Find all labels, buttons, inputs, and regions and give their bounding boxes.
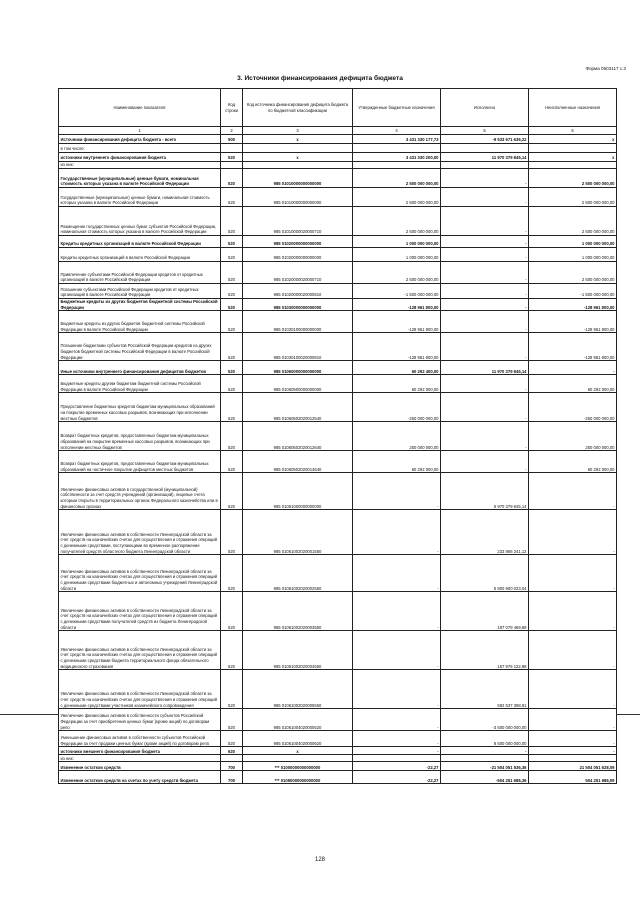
row-classification: *** 01050000000000000 (243, 771, 353, 784)
row-classification: 985 01061004020000620 (243, 731, 353, 747)
row-classification: x (243, 153, 353, 162)
row-approved: -128 961 800,00 (353, 311, 441, 333)
row-approved: - (353, 510, 441, 555)
row-executed (441, 755, 529, 762)
row-unexecuted: 60 292 000,00 (529, 375, 617, 393)
row-code: 520 (221, 375, 243, 393)
table-row (59, 236, 617, 248)
row-unexecuted: - (529, 555, 617, 592)
table-row (59, 670, 617, 709)
row-name: источники внутреннего финансирования бюджета (59, 153, 221, 162)
row-code: 520 (221, 709, 243, 731)
table-row (59, 262, 617, 284)
row-classification: 985 01061002020001550 (243, 510, 353, 555)
row-classification: 985 01030100000000000 (243, 311, 353, 333)
row-code: 700 (221, 771, 243, 784)
row-classification: 985 01061002020004550 (243, 631, 353, 670)
row-executed: 233 866 241,12 (441, 510, 529, 555)
row-approved: -22,27 (353, 762, 441, 771)
row-approved: - (353, 747, 441, 755)
row-approved: 1 000 000 000,00 (353, 248, 441, 262)
row-approved (353, 144, 441, 153)
row-approved: 2 500 000 000,00 (353, 207, 441, 236)
row-name: из них: (59, 755, 221, 762)
table-row (59, 473, 617, 510)
row-unexecuted (529, 755, 617, 762)
row-executed: - (441, 248, 529, 262)
row-classification: 985 01020000000000000 (243, 248, 353, 262)
row-classification: x (243, 135, 353, 144)
table-row (59, 422, 617, 451)
row-name: Размещение государственных ценных бумаг субъектов Российской Федерации, номинальная стоимость которых указана в валюте Российской Федерации (59, 207, 221, 236)
row-unexecuted (529, 144, 617, 153)
table-row (59, 311, 617, 333)
page-number: 128 (314, 857, 325, 863)
row-unexecuted: 1 000 000 000,00 (529, 236, 617, 248)
row-executed: 11 970 379 845,14 (441, 153, 529, 162)
table-row (59, 375, 617, 393)
row-executed: -504 251 686,36 (441, 771, 529, 784)
row-code: 520 (221, 473, 243, 510)
col-number: 2 (221, 127, 243, 135)
row-executed (441, 162, 529, 169)
row-unexecuted: - (529, 361, 617, 375)
row-classification: 985 01060502020012640 (243, 422, 353, 451)
row-name: Бюджетные кредиты другим бюджетам бюджетной системы Российской Федерации в валюте Российской Федерации (59, 375, 221, 393)
table-row (59, 510, 617, 555)
row-classification: *** 01000000000000000 (243, 762, 353, 771)
row-executed: - (441, 262, 529, 284)
row-code: 520 (221, 311, 243, 333)
table-row (59, 747, 617, 755)
table-row (59, 188, 617, 207)
row-executed: -21 504 051 536,36 (441, 762, 529, 771)
row-approved: 250 000 000,00 (353, 422, 441, 451)
row-approved: - (353, 473, 441, 510)
row-unexecuted: 2 500 000 000,00 (529, 169, 617, 188)
table-row (59, 709, 617, 731)
header-classification: Код источника финансирования дефицита бюджета по бюджетной классификации (243, 89, 353, 127)
row-code: 620 (221, 747, 243, 755)
row-approved: 1 000 000 000,00 (353, 236, 441, 248)
row-approved: 2 500 000 000,00 (353, 169, 441, 188)
row-name: Увеличение финансовых активов в собственности Ленинградской области за счет средств на казначейских счетах для осуществления и отражения операций с денежными средствами бюджетных и автономных учреждений Ленинградской области (59, 555, 221, 592)
row-executed: - (441, 375, 529, 393)
row-unexecuted: 2 500 000 000,00 (529, 262, 617, 284)
row-name: Привлечение субъектами Российской Федерации кредитов от кредитных организаций в валюте Российской Федерации (59, 262, 221, 284)
table-row (59, 153, 617, 162)
row-approved: 60 292 000,00 (353, 375, 441, 393)
row-classification: 985 01010000000000000 (243, 188, 353, 207)
row-code: 520 (221, 169, 243, 188)
row-classification: 985 01010000020000710 (243, 207, 353, 236)
row-name: Уменьшение финансовых активов в собственности субъектов Российской Федерации за счет продажи ценных бумаг (кроме акций) по договорам репо (59, 731, 221, 747)
row-code: 520 (221, 262, 243, 284)
row-unexecuted: - (529, 731, 617, 747)
row-approved: 2 500 000 000,00 (353, 262, 441, 284)
table-row (59, 207, 617, 236)
header-code: Код строки (221, 89, 243, 127)
row-executed: 11 970 379 845,14 (441, 361, 529, 375)
row-executed: -9 533 671 636,22 (441, 135, 529, 144)
col-number: 5 (441, 127, 529, 135)
table-row (59, 299, 617, 311)
table-row (59, 333, 617, 361)
row-unexecuted: - (529, 709, 617, 731)
row-executed: - (441, 747, 529, 755)
col-number: 4 (353, 127, 441, 135)
row-name: в том числе: (59, 144, 221, 153)
row-classification: 985 01060502020014640 (243, 451, 353, 473)
row-unexecuted: - (529, 747, 617, 755)
row-executed: - (441, 311, 529, 333)
row-approved: 2 500 000 000,00 (353, 188, 441, 207)
row-code: 500 (221, 135, 243, 144)
financing-sources-table (58, 88, 617, 784)
row-unexecuted: - (529, 670, 617, 709)
row-code: 520 (221, 153, 243, 162)
row-name: Изменение остатков средств (59, 762, 221, 771)
row-approved: - (353, 555, 441, 592)
row-code (221, 162, 243, 169)
row-executed: -3 500 000 000,00 (441, 709, 529, 731)
col-number: 3 (243, 127, 353, 135)
row-classification: 985 01030000000000000 (243, 299, 353, 311)
header-unexecuted: Неисполненные назначения (529, 89, 617, 127)
header-name: Наименование показателя (59, 89, 221, 127)
row-code (221, 144, 243, 153)
table-row (59, 248, 617, 262)
row-code: 520 (221, 248, 243, 262)
col-number: 1 (59, 127, 221, 135)
row-executed: 157 976 122,98 (441, 631, 529, 670)
row-name: Возврат бюджетных кредитов, предоставленных бюджетам муниципальных образований на покрытие временных кассовых разрывов, возникающих при исполнении местных бюджетов (59, 422, 221, 451)
row-name: Изменение остатков средств на счетах по учету средств бюджета (59, 771, 221, 784)
row-name: Бюджетные кредиты из других бюджетов бюджетной системы Российской Федерации в валюте Российской Федерации (59, 311, 221, 333)
row-executed: - (441, 333, 529, 361)
row-executed: 187 079 469,89 (441, 592, 529, 631)
row-name: Источники финансирования дефицита бюджета - всего (59, 135, 221, 144)
row-classification (243, 162, 353, 169)
header-executed: Исполнено (441, 89, 529, 127)
table-row (59, 144, 617, 153)
row-approved: 3 431 330 177,73 (353, 135, 441, 144)
row-code: 520 (221, 333, 243, 361)
row-approved: -1 500 000 000,00 (353, 284, 441, 299)
row-unexecuted: 21 504 051 628,09 (529, 762, 617, 771)
row-name: Предоставление бюджетных кредитов бюджетам муниципальных образований на покрытие временных кассовых разрывов, возникающих при исполнении местных бюджетов (59, 393, 221, 422)
row-approved: 60 292 000,00 (353, 451, 441, 473)
row-unexecuted: - (529, 592, 617, 631)
row-code: 520 (221, 236, 243, 248)
header-approved: Утвержденные бюджетные назначения (353, 89, 441, 127)
row-unexecuted: 2 500 000 000,00 (529, 188, 617, 207)
table-row (59, 592, 617, 631)
row-code: 520 (221, 631, 243, 670)
row-unexecuted: -128 961 800,00 (529, 299, 617, 311)
table-row (59, 284, 617, 299)
row-classification (243, 755, 353, 762)
table-row (59, 555, 617, 592)
form-code: Форма 0503117 с.3 (585, 66, 626, 71)
row-unexecuted: 2 500 000 000,00 (529, 207, 617, 236)
row-name: Возврат бюджетных кредитов, предоставленных бюджетам муниципальных образований на частичное покрытие дефицитов местных бюджетов (59, 451, 221, 473)
col-number: 6 (529, 127, 617, 135)
row-unexecuted: -128 961 800,00 (529, 333, 617, 361)
row-classification: 985 01010000000000000 (243, 169, 353, 188)
margin-line-right (616, 714, 640, 715)
row-approved: 60 292 400,00 (353, 361, 441, 375)
row-classification: 985 01020000020000710 (243, 262, 353, 284)
row-executed: - (441, 207, 529, 236)
row-name: Увеличение финансовых активов в государственной (муниципальной) собственности за счет средств учреждений (организаций), лицевые счета которым открыты в территориальных органах Федерального казначейства или в финансовых органах (59, 473, 221, 510)
row-classification: 985 01061002020003550 (243, 592, 353, 631)
row-executed: 6 970 379 845,14 (441, 473, 529, 510)
row-classification: 985 01020000020000810 (243, 284, 353, 299)
table-row (59, 162, 617, 169)
row-executed: - (441, 451, 529, 473)
row-unexecuted: x (529, 135, 617, 144)
row-code: 520 (221, 207, 243, 236)
table-row (59, 169, 617, 188)
row-code: 520 (221, 284, 243, 299)
row-approved: - (353, 592, 441, 631)
row-code: 520 (221, 393, 243, 422)
row-unexecuted: -250 000 000,00 (529, 393, 617, 422)
row-executed: - (441, 188, 529, 207)
row-name: Погашение субъектами Российской Федерации кредитов от кредитных организаций в валюте Российской Федерации (59, 284, 221, 299)
row-classification: 985 01061002020002550 (243, 555, 353, 592)
row-name: Иные источники внутреннего финансирования дефицитов бюджетов (59, 361, 221, 375)
row-classification (243, 144, 353, 153)
row-unexecuted: -1 500 000 000,00 (529, 284, 617, 299)
row-classification: 985 01030100020000810 (243, 333, 353, 361)
table-row (59, 451, 617, 473)
table-row (59, 762, 617, 771)
row-unexecuted: - (529, 473, 617, 510)
row-name: Государственные (муниципальные) ценные бумаги, номинальная стоимость которых указана в валюте Российской Федерации (59, 188, 221, 207)
row-classification: 985 01060000000000000 (243, 361, 353, 375)
column-numbers-row (59, 127, 617, 135)
row-name: Увеличение финансовых активов в собственности Ленинградской области за счет средств на казначейских счетах для осуществления и отражения операций с денежными средствами получателей средств из бюджета Ленинградской области (59, 592, 221, 631)
row-unexecuted: 504 251 686,09 (529, 771, 617, 784)
row-code: 520 (221, 422, 243, 451)
row-unexecuted: - (529, 510, 617, 555)
row-classification: 985 01061002020005550 (243, 670, 353, 709)
row-name: Погашение бюджетами субъектов Российской Федерации кредитов из других бюджетов бюджетной системы Российской Федерации в валюте Российской Федерации (59, 333, 221, 361)
row-executed (441, 144, 529, 153)
row-name: Увеличение финансовых активов в собственности Ленинградской области за счет средств на казначейских счетах для осуществления и отражения операций с денежными средствами бюджета территориального фонда обязательного медицинского страхования (59, 631, 221, 670)
row-approved: -128 961 800,00 (353, 299, 441, 311)
row-code: 520 (221, 361, 243, 375)
row-approved: - (353, 631, 441, 670)
row-classification: 985 01061000000000000 (243, 473, 353, 510)
row-classification: x (243, 747, 353, 755)
row-code: 700 (221, 762, 243, 771)
row-approved: -22,27 (353, 771, 441, 784)
row-classification: 985 01060502020012540 (243, 393, 353, 422)
table-row (59, 731, 617, 747)
row-name: Увеличение финансовых активов в собственности субъектов Российской Федерации за счет приобретения ценных бумаг (кроме акций) по договорам репо (59, 709, 221, 731)
row-code: 520 (221, 451, 243, 473)
row-approved: 3 431 330 200,00 (353, 153, 441, 162)
page-title: 3. Источники финансирования дефицита бюджета (237, 75, 403, 82)
row-code: 520 (221, 188, 243, 207)
row-executed: - (441, 284, 529, 299)
row-code: 520 (221, 592, 243, 631)
row-executed: - (441, 169, 529, 188)
row-approved: - (353, 731, 441, 747)
row-name: Государственные (муниципальные) ценные бумаги, номинальная стоимость которых указана в валюте Российской Федерации (59, 169, 221, 188)
row-executed: 582 537 398,91 (441, 670, 529, 709)
row-code: 520 (221, 299, 243, 311)
table-body (59, 135, 617, 784)
row-unexecuted: x (529, 153, 617, 162)
row-code: 520 (221, 670, 243, 709)
row-unexecuted: 60 292 000,00 (529, 451, 617, 473)
row-unexecuted (529, 162, 617, 169)
row-executed: 5 800 900 023,04 (441, 555, 529, 592)
row-approved (353, 162, 441, 169)
row-unexecuted: - (529, 631, 617, 670)
table-row (59, 631, 617, 670)
row-name: Кредиты кредитных организаций в валюте Российской Федерации (59, 248, 221, 262)
table-row (59, 393, 617, 422)
row-code (221, 755, 243, 762)
row-name: из них: (59, 162, 221, 169)
row-approved (353, 755, 441, 762)
row-classification: 985 01061004020000520 (243, 709, 353, 731)
row-approved: -250 000 000,00 (353, 393, 441, 422)
table-row (59, 361, 617, 375)
row-code: 520 (221, 731, 243, 747)
table-row (59, 771, 617, 784)
table-header-row (59, 89, 617, 127)
row-classification: 985 01060500000000000 (243, 375, 353, 393)
row-executed: 8 500 000 000,00 (441, 731, 529, 747)
row-classification: 985 01020000000000000 (243, 236, 353, 248)
table-row (59, 755, 617, 762)
table-row (59, 135, 617, 144)
margin-line-left (0, 714, 58, 715)
row-name: Бюджетные кредиты из других бюджетов бюджетной системы Российской Федерации (59, 299, 221, 311)
row-approved: -128 961 800,00 (353, 333, 441, 361)
row-name: Увеличение финансовых активов в собственности Ленинградской области за счет средств на казначейских счетах для осуществления и отражения операций с денежными средствами участников казначейского сопровождения (59, 670, 221, 709)
row-code: 520 (221, 555, 243, 592)
row-name: источники внешнего финансирования бюджета (59, 747, 221, 755)
row-name: Увеличение финансовых активов в собственности Ленинградской области за счет средств на казначейских счетах для осуществления и отражения операций с денежными средствами, поступающими во временное распоряжение получателей средств областного бюджета Ленинградской области (59, 510, 221, 555)
row-executed: - (441, 422, 529, 451)
row-code: 520 (221, 510, 243, 555)
row-approved: - (353, 709, 441, 731)
row-executed: - (441, 236, 529, 248)
row-unexecuted: 250 000 000,00 (529, 422, 617, 451)
row-unexecuted: 1 000 000 000,00 (529, 248, 617, 262)
row-approved: - (353, 670, 441, 709)
row-executed: - (441, 299, 529, 311)
row-name: Кредиты кредитных организаций в валюте Российской Федерации (59, 236, 221, 248)
row-executed: - (441, 393, 529, 422)
row-unexecuted: -128 961 800,00 (529, 311, 617, 333)
